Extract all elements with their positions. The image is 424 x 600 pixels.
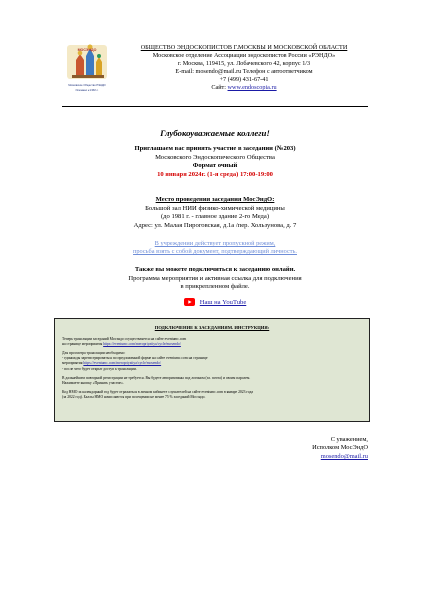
venue-heading: Место проведения заседания МосЭндО: [155, 196, 275, 203]
org-subtitle: Московское отделение Ассоциации эндоскопистов России «РЭНДО» [152, 52, 336, 60]
signature-block [312, 436, 368, 461]
header-divider [62, 106, 368, 107]
instructions-p1b-text: на странице мероприятия [62, 342, 103, 347]
greeting: Глубокоуважаемые коллеги! [160, 128, 270, 138]
instructions-p2-text: Для просмотра трансляции необходимо: [62, 351, 126, 356]
invite-line-1: Приглашаем вас принять участие в заседании (№203) [134, 145, 296, 152]
youtube-icon[interactable] [184, 298, 195, 306]
sign-regards: С уважением, [330, 436, 368, 443]
org-email: E-mail: mosendo@mail.ru Телефон с автоответчиком [175, 68, 313, 76]
instructions-p1-text: Теперь трансляции заседаний Мосэндо осуществляется на сайте eventumc.com [62, 337, 187, 342]
instructions-box [54, 318, 370, 422]
instructions-p3 [62, 376, 362, 386]
instructions-p4-text: Код НМО за календарный год будет отражаться в личном кабинете слушателей на сайте eventumc.com в январе 2023 года [62, 389, 254, 394]
online-block [62, 266, 368, 292]
instructions-p3b-text: Нажимаете кнопку «Принять участие». [62, 380, 124, 385]
instructions-heading: ПОДКЛЮЧЕНИЕ К ЗАСЕДАНИЯМ. ИНСТРУКЦИЯ: [154, 325, 270, 330]
notice-line-2: просьба взять с собой документ, подтверждающий личность. [133, 248, 297, 256]
online-line-2: Программа мероприятия и активная ссылка для подключения [128, 274, 302, 282]
site-label: Сайт: [211, 84, 226, 92]
svg-text:МОСЭНДО: МОСЭНДО [77, 48, 97, 52]
instructions-p2c-text: - после чего будет открыт доступ к трансляции. [62, 366, 137, 371]
invite-line-2: Московского Эндоскопического Общества [155, 153, 275, 161]
youtube-link[interactable]: Наш на YouTube [199, 298, 247, 306]
organization-info [118, 44, 370, 93]
society-logo [62, 42, 112, 100]
youtube-row [62, 298, 368, 306]
venue-block [62, 196, 368, 230]
svg-text:Основано в 1982 г.: Основано в 1982 г. [75, 89, 99, 92]
org-title: ОБЩЕСТВО ЭНДОСКОПИСТОВ Г.МОСКВЫ И МОСКОВСКОЙ ОБЛАСТИ [140, 44, 348, 51]
venue-line-1: Большой зал НИИ физико-химической медицины [145, 204, 285, 212]
sign-committee: Исполком МосЭндО [312, 444, 368, 452]
event-link-2[interactable]: https://eventumc.com/meropriyatiya/cycle/mosendo/ [83, 361, 162, 366]
invitation-block [62, 145, 368, 179]
notice-line-1: В учреждении действует пропускной режим, [154, 240, 276, 247]
access-notice [62, 240, 368, 257]
instructions-p3-text: В дальнейшем повторной регистрации не требуется. Вы будете авторизованы под логином (эл. почта) и своим паролем. [62, 375, 251, 380]
venue-address: Адрес: ул. Малая Пироговская, д.1а /пер. Хользунова, д. 7 [133, 221, 297, 229]
instructions-p2a-text: - единожды зарегистрироваться по предложенной форме на сайте eventumc.com на странице [62, 356, 208, 361]
instructions-p1 [62, 337, 362, 347]
instructions-p2b-text: мероприятия [62, 361, 83, 366]
org-phone: +7 (499) 431-67-41 [219, 76, 269, 84]
instructions-p4b-text: (за 2022 год). Баллы НМО начисляются при посещении не менее 75 % заседаний Мосэндо. [62, 394, 206, 399]
instructions-p2 [62, 351, 362, 371]
venue-line-2: (до 1981 г. - главное здание 2-го Меда) [160, 213, 270, 221]
site-link[interactable]: www.endoscopia.ru [227, 84, 277, 92]
meeting-date: 10 января 2024г. (1-я среда) 17:00-19:00 [157, 170, 273, 178]
online-line-3: в прикрепленном файле. [180, 283, 250, 291]
org-address: г. Москва, 119415, ул. Лобачевского 42, корпус 1/3 [177, 60, 311, 68]
sign-email-link[interactable]: mosendo@mail.ru [320, 452, 368, 460]
event-link-1[interactable]: https://eventumc.com/meropriyatiya/cycle/mosendo/ [103, 342, 181, 347]
invite-format: Формат очный [192, 162, 238, 170]
svg-text:Московское Общество РЭНДО: Московское Общество РЭНДО [68, 84, 106, 87]
online-line-1: Также вы можете подключиться к заседанию онлайн. [134, 266, 296, 273]
instructions-p4 [62, 390, 362, 400]
org-site-row [118, 84, 370, 92]
